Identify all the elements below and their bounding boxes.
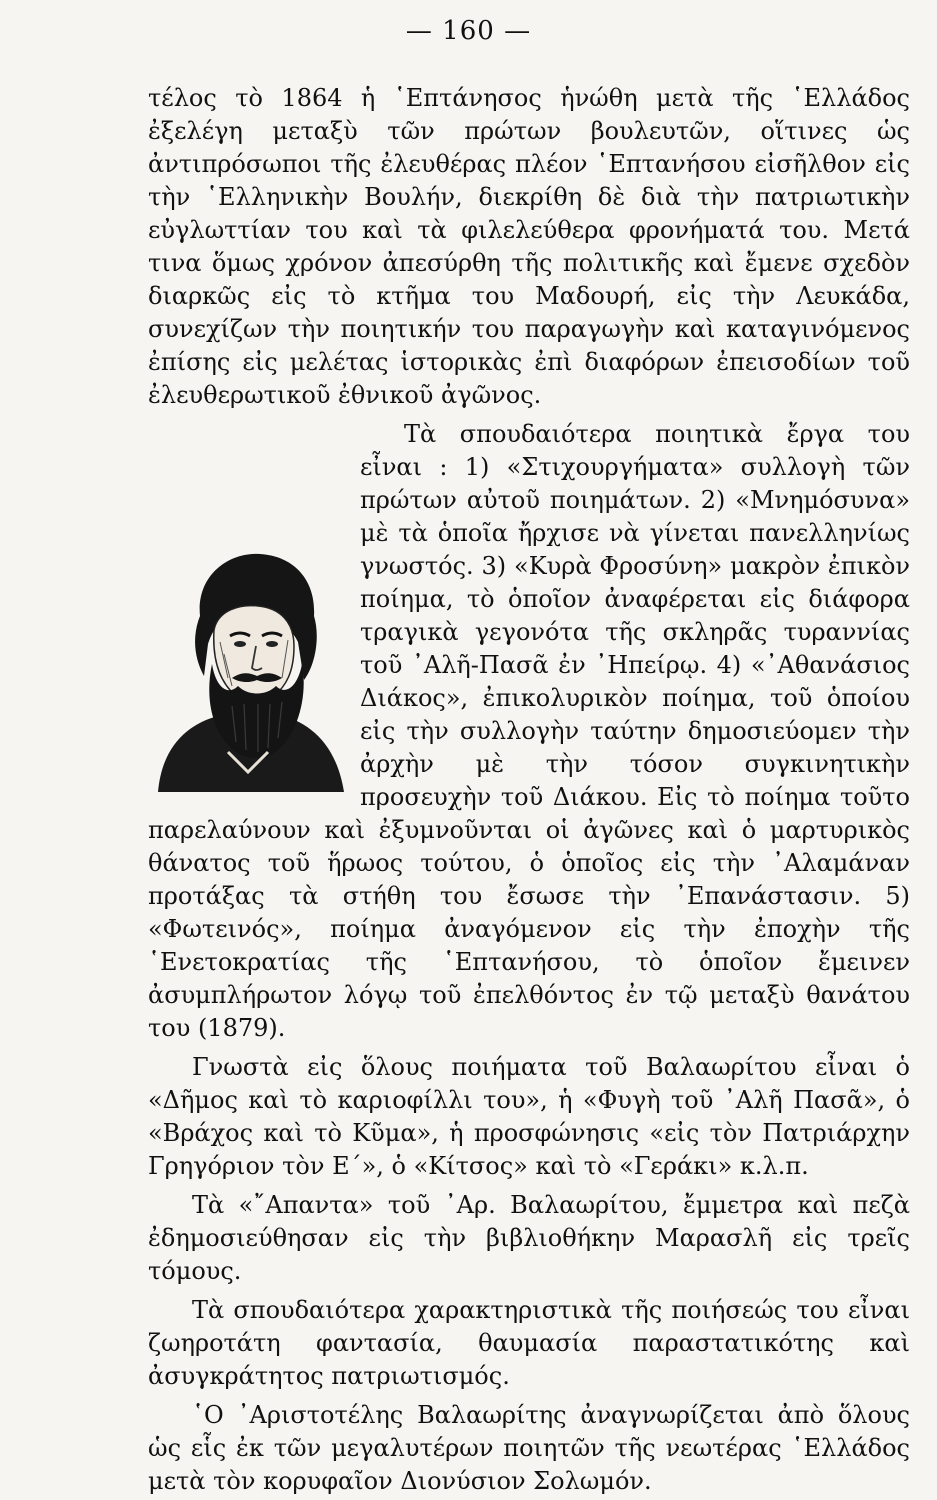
paragraph-4: Τὰ «῎Απαντα» τοῦ ᾿Αρ. Βαλαωρίτου, ἔμμετρα καὶ πεζὰ ἐδημοσιεύθησαν εἰς τὴν βιβλιοθήκην Μαρασλῆ εἰς τρεῖς τόμους. — [148, 1191, 910, 1285]
paragraph-5: Τὰ σπουδαιότερα χαρακτηριστικὰ τῆς ποιήσεώς του εἶναι ζωηροτάτη φαντασία, θαυμασία παραστατικότης καὶ ἀσυγκράτητος πατριωτισμός. — [148, 1296, 910, 1390]
portrait-illustration — [148, 546, 346, 792]
paragraph-1: τέλος τὸ 1864 ἡ ῾Επτάνησος ἡνώθη μετὰ τῆς ῾Ελλάδος ἐξελέγη μεταξὺ τῶν πρώτων βουλευτῶν, οἵτινες ὡς ἀντιπρόσωποι τῆς ἐλευθέρας πλέον ῾Επτανήσου εἰσῆλθον εἰς τὴν ῾Ελληνικὴν Βουλήν, διεκρίθη δὲ διὰ τὴν πατριωτικὴν εὐγλωττίαν του καὶ τὰ φιλελεύθερα φρονήματά του. Μετά τινα ὅμως χρόνον ἀπεσύρθη τῆς πολιτικῆς καὶ ἔμενε σχεδὸν διαρκῶς εἰς τὸ κτῆμα του Μαδουρή, εἰς τὴν Λευκάδα, συνεχίζων τὴν ποιητικήν του παραγωγὴν καὶ καταγινόμενος ἐπίσης εἰς μελέτας ἱστορικὰς ἐπὶ διαφόρων ἐπεισοδίων τοῦ ἐλευθερωτικοῦ ἐθνικοῦ ἀγῶνος. — [148, 84, 910, 409]
bearded-man-portrait-icon — [148, 546, 346, 792]
page-number: — 160 — — [405, 16, 532, 46]
body-text — [148, 82, 910, 1500]
paragraph-2: Τὰ σπουδαιότερα ποιητικὰ ἔργα του εἶναι : 1) «Στιχουργήματα» συλλογὴ τῶν πρώτων αὐτοῦ ποιημάτων. 2) «Μνημόσυνα» μὲ τὰ ὁποῖα ἤρχισε νὰ γίνεται πανελληνίως γνωστός. 3) «Κυρὰ Φροσύνη» μακρὸν ἐπικὸν ποίημα, τὸ ὁποῖον ἀναφέρεται εἰς διάφορα τραγικὰ γεγονότα τῆς σκληρᾶς τυραννίας τοῦ ᾿Αλῆ-Πασᾶ ἐν ᾿Ηπείρῳ. 4) «᾿Αθανάσιος Διάκος», ἐπικολυρικὸν ποίημα, τοῦ ὁποίου εἰς τὴν συλλογὴν ταύτην δημοσιεύομεν τὴν ἀρχὴν μὲ τὴν τόσον συγκινητικὴν προσευχὴν τοῦ Διάκου. Εἰς τὸ ποίημα τοῦτο παρελαύνουν καὶ ἐξυμνοῦνται οἱ ἀγῶνες καὶ ὁ μαρτυρικὸς θάνατος τοῦ ἥρωος τούτου, ὁ ὁποῖος εἰς τὴν ᾿Αλαμάναν προτάξας τὰ στήθη του ἔσωσε τὴν ᾿Επανάστασιν. 5) «Φωτεινός», ποίημα ἀναγόμενον εἰς τὴν ἐποχὴν τῆς ῾Ενετοκρατίας τῆς ῾Επτανήσου, τὸ ὁποῖον ἔμεινεν ἀσυμπλήρωτον λόγῳ τοῦ ἐπελθόντος ἐν τῷ μεταξὺ θανάτου του (1879). — [148, 420, 910, 1042]
paragraph-6: ῾Ο ᾿Αριστοτέλης Βαλαωρίτης ἀναγνωρίζεται ἀπὸ ὅλους ὡς εἷς ἐκ τῶν μεγαλυτέρων ποιητῶν τῆς νεωτέρας ῾Ελλάδος μετὰ τὸν κορυφαῖον Διονύσιον Σολωμόν. — [148, 1401, 910, 1495]
paragraph-3: Γνωστὰ εἰς ὅλους ποιήματα τοῦ Βαλαωρίτου εἶναι ὁ «Δῆμος καὶ τὸ καριοφίλλι του», ἡ «Φυγὴ τοῦ ᾿Αλῆ Πασᾶ», ὁ «Βράχος καὶ τὸ Κῦμα», ἡ προσφώνησις «εἰς τὸν Πατριάρχην Γρηγόριον τὸν Ε΄», ὁ «Κίτσος» καὶ τὸ «Γεράκι» κ.λ.π. — [148, 1053, 910, 1180]
